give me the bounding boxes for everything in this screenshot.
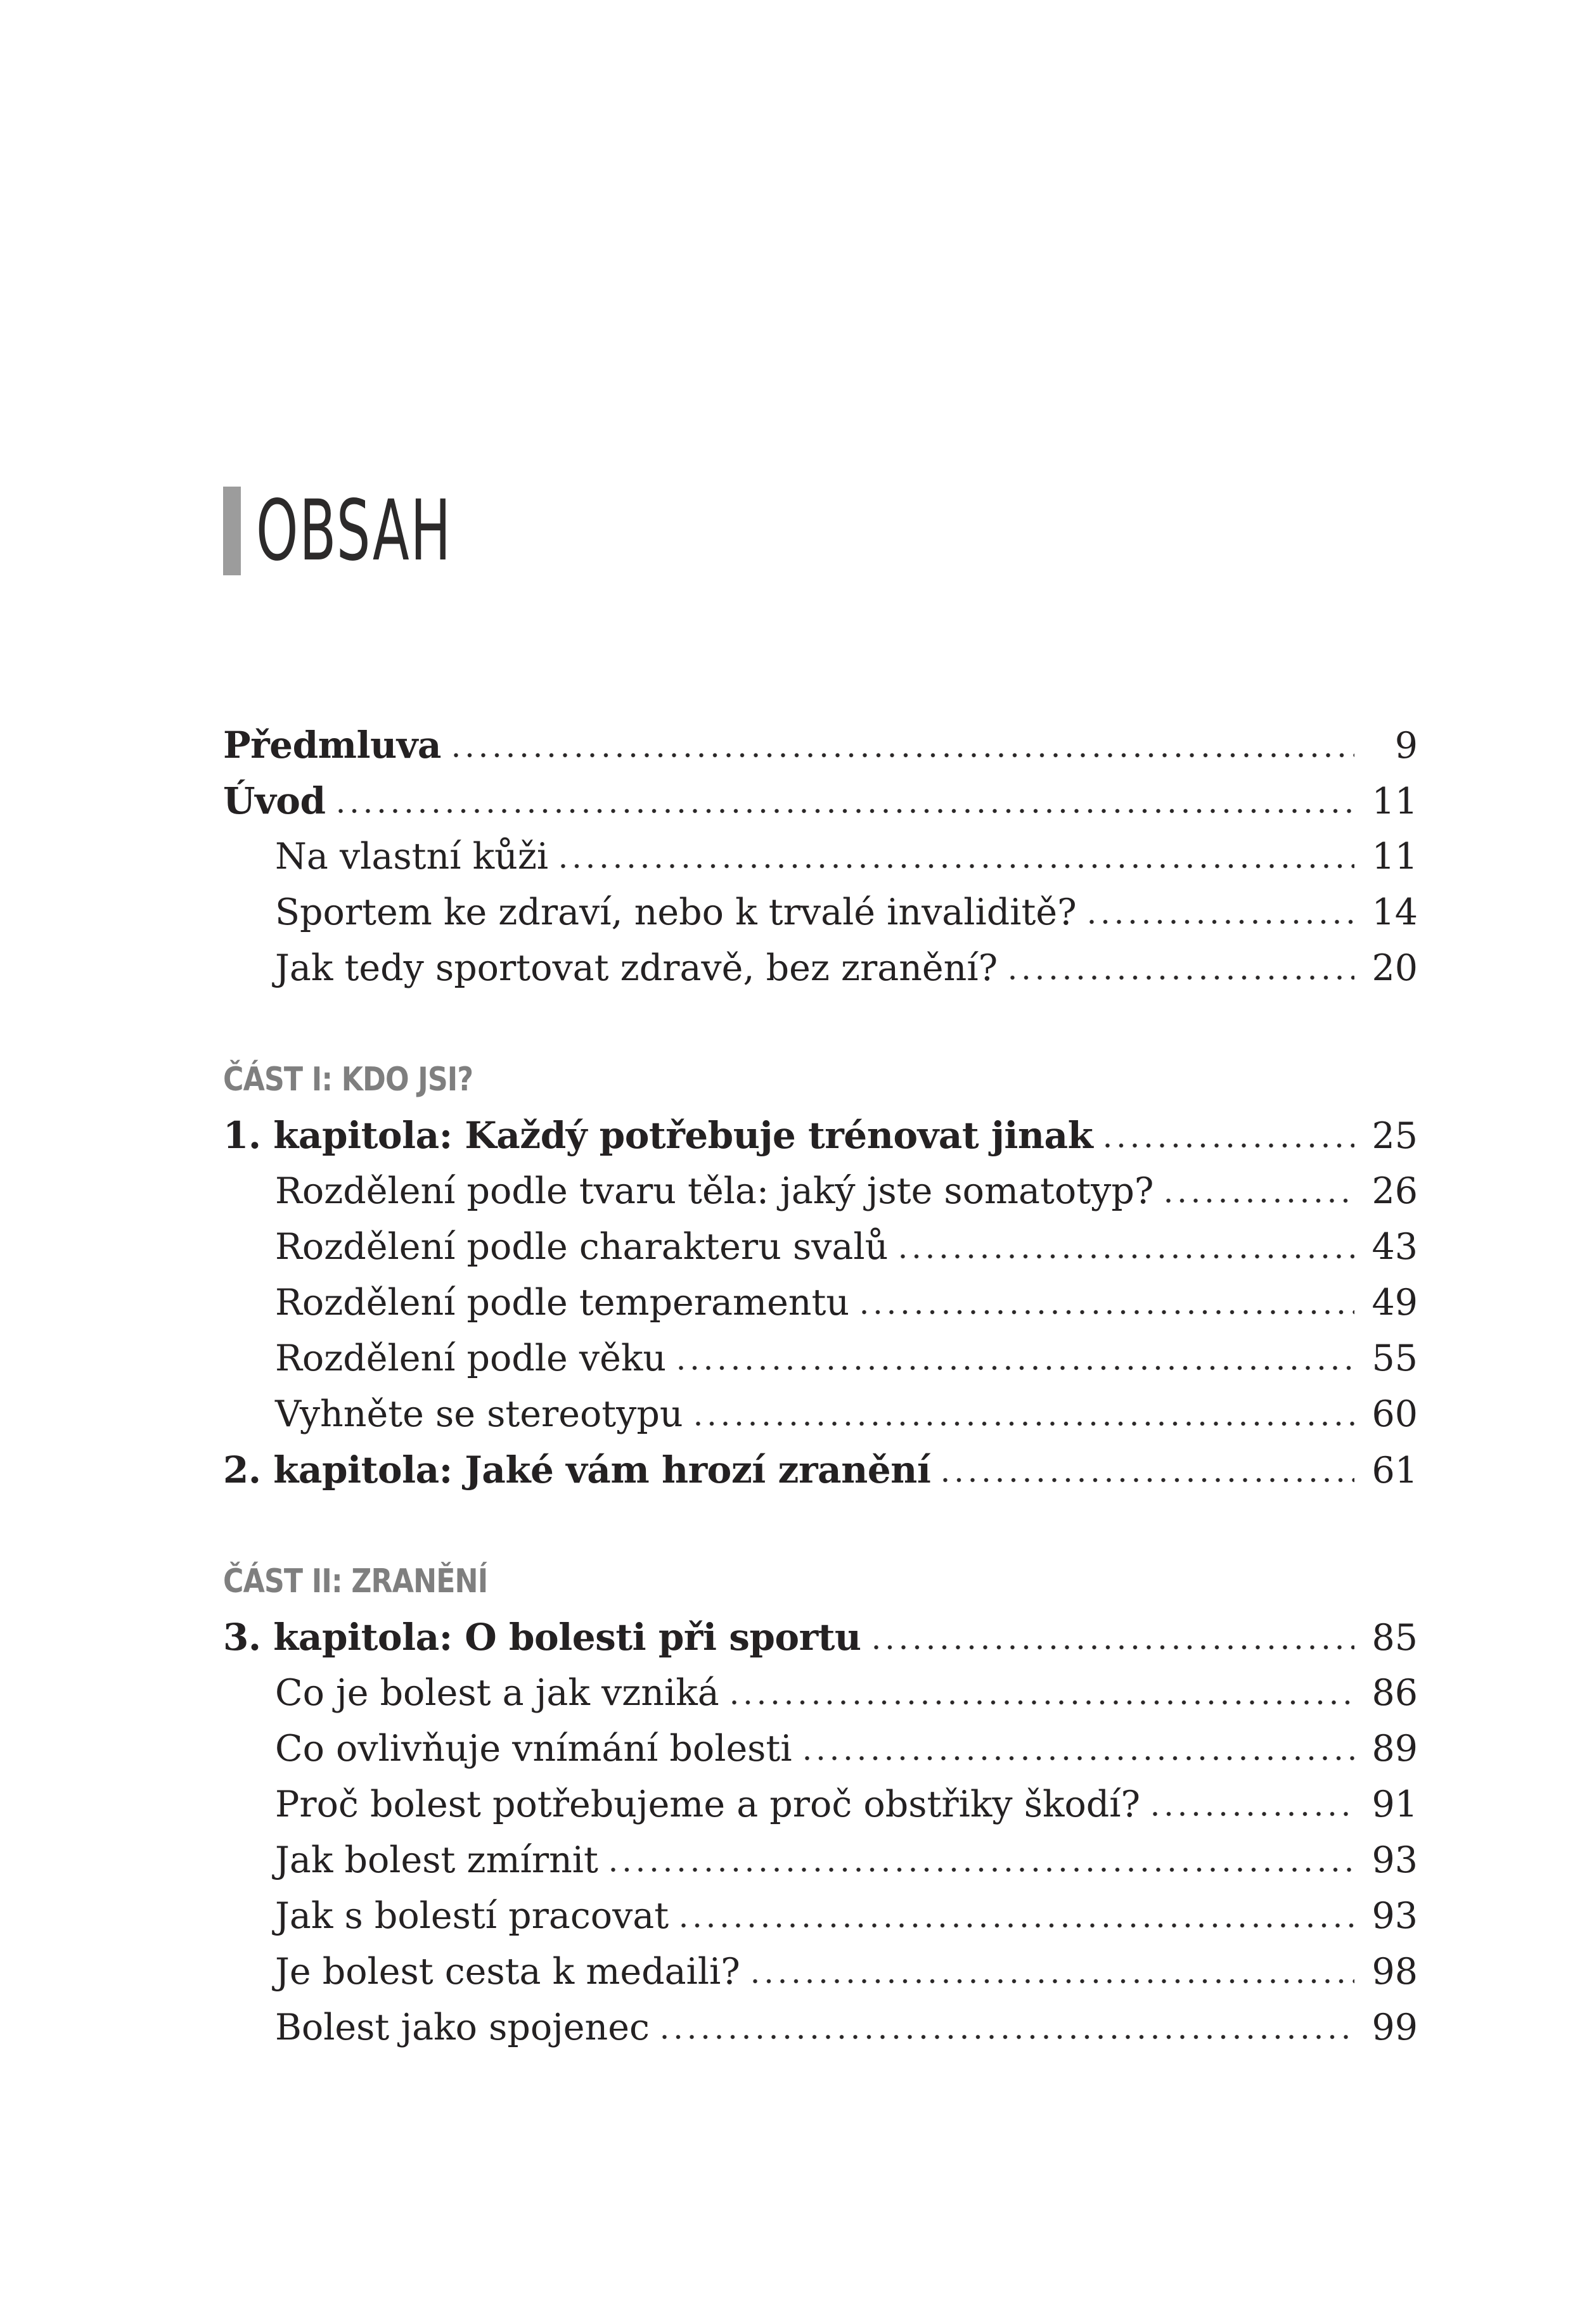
dot-leader (679, 1365, 1354, 1370)
toc-entry-page: 55 (1372, 1338, 1418, 1379)
toc-entry-label: 2. kapitola: Jaké vám hrozí zranění (223, 1448, 931, 1491)
toc-entry-page: 26 (1372, 1170, 1418, 1212)
dot-leader (1153, 1811, 1354, 1816)
toc-entry-label: Je bolest cesta k medaili? (275, 1951, 740, 1993)
toc-section-label: ČÁST I: KDO JSI? (223, 1061, 473, 1099)
toc-entry (223, 1777, 1418, 1832)
toc-entry-label: Rozdělení podle temperamentu (275, 1282, 850, 1324)
title-accent-bar (223, 487, 241, 575)
toc-entry-page: 98 (1372, 1951, 1418, 1993)
toc-entry-page: 93 (1372, 1895, 1418, 1937)
toc-entry (223, 1386, 1418, 1442)
toc-entry-page: 89 (1372, 1728, 1418, 1770)
toc-entry (223, 1944, 1418, 2000)
toc-entry-page: 60 (1372, 1393, 1418, 1435)
toc-entry-page: 43 (1372, 1226, 1418, 1268)
dot-leader (338, 808, 1354, 814)
toc-entry-label: Úvod (223, 779, 326, 822)
toc-entry (223, 829, 1418, 884)
toc-entry (223, 2000, 1418, 2055)
toc-entry-label: Rozdělení podle věku (275, 1338, 667, 1379)
toc-entry-label: Předmluva (223, 724, 441, 767)
toc-entry-page: 9 (1394, 725, 1418, 767)
page-title-block (223, 482, 562, 580)
toc-entry (223, 884, 1418, 940)
dot-leader (874, 1645, 1354, 1650)
toc-entry (223, 1108, 1418, 1163)
toc-entry-label: Bolest jako spojenec (275, 2007, 650, 2048)
toc-entry (223, 1219, 1418, 1275)
toc-entry-page: 49 (1372, 1282, 1418, 1324)
toc-entry (223, 1442, 1418, 1498)
dot-leader (1166, 1198, 1354, 1203)
dot-leader (1089, 919, 1354, 924)
dot-leader (862, 1310, 1354, 1315)
toc-section-label: ČÁST II: ZRANĚNÍ (223, 1562, 488, 1600)
toc-entry-page: 11 (1372, 836, 1418, 878)
page-title: OBSAH (256, 482, 453, 580)
toc-entry-label: Rozdělení podle charakteru svalů (275, 1226, 889, 1268)
dot-leader (753, 1979, 1354, 1984)
toc-entry-label: Proč bolest potřebujeme a proč obstřiky škodí? (275, 1784, 1141, 1825)
toc (223, 717, 1418, 2055)
toc-entry-page: 85 (1372, 1617, 1418, 1659)
dot-leader (1105, 1143, 1354, 1148)
dot-leader (732, 1700, 1354, 1705)
toc-entry-page: 14 (1372, 891, 1418, 933)
dot-leader (454, 753, 1354, 758)
toc-entry-label: 3. kapitola: O bolesti při sportu (223, 1616, 861, 1659)
toc-entry-label: Jak tedy sportovat zdravě, bez zranění? (275, 947, 998, 989)
toc-entry (223, 1331, 1418, 1386)
toc-entry-label: Sportem ke zdraví, nebo k trvalé invaliditě? (275, 891, 1077, 933)
toc-section-header (223, 1052, 1418, 1108)
toc-entry-page: 91 (1372, 1784, 1418, 1825)
toc-entry-label: Jak s bolestí pracovat (275, 1895, 669, 1937)
dot-leader (561, 864, 1354, 869)
toc-entry-page: 93 (1372, 1839, 1418, 1881)
dot-leader (1010, 975, 1354, 980)
toc-entry (223, 717, 1418, 773)
dot-leader (611, 1867, 1354, 1872)
dot-leader (901, 1254, 1354, 1259)
dot-leader (662, 2034, 1354, 2040)
toc-section-header (223, 1554, 1418, 1609)
toc-entry-page: 25 (1372, 1115, 1418, 1157)
dot-leader (805, 1756, 1354, 1761)
toc-entry (223, 1609, 1418, 1665)
toc-entry-label: Co je bolest a jak vzniká (275, 1672, 719, 1714)
dot-leader (681, 1923, 1354, 1928)
toc-entry-label: Co ovlivňuje vnímání bolesti (275, 1728, 792, 1770)
toc-entry (223, 1665, 1418, 1721)
dot-leader (943, 1478, 1354, 1483)
toc-entry-page: 11 (1372, 781, 1418, 822)
toc-entry (223, 1832, 1418, 1888)
toc-entry-label: Jak bolest zmírnit (275, 1839, 598, 1881)
toc-entry (223, 940, 1418, 996)
toc-entry-label: Rozdělení podle tvaru těla: jaký jste somatotyp? (275, 1170, 1154, 1212)
dot-leader (696, 1421, 1354, 1426)
toc-entry (223, 1888, 1418, 1944)
toc-entry-label: 1. kapitola: Každý potřebuje trénovat jinak (223, 1114, 1093, 1157)
toc-entry (223, 773, 1418, 829)
toc-entry (223, 1275, 1418, 1331)
toc-entry-page: 86 (1372, 1672, 1418, 1714)
toc-entry-label: Na vlastní kůži (275, 836, 549, 878)
toc-entry (223, 1163, 1418, 1219)
toc-entry-page: 99 (1372, 2007, 1418, 2048)
toc-entry-label: Vyhněte se stereotypu (275, 1393, 683, 1435)
toc-entry-page: 20 (1372, 947, 1418, 989)
toc-entry-page: 61 (1372, 1450, 1418, 1491)
toc-entry (223, 1721, 1418, 1777)
